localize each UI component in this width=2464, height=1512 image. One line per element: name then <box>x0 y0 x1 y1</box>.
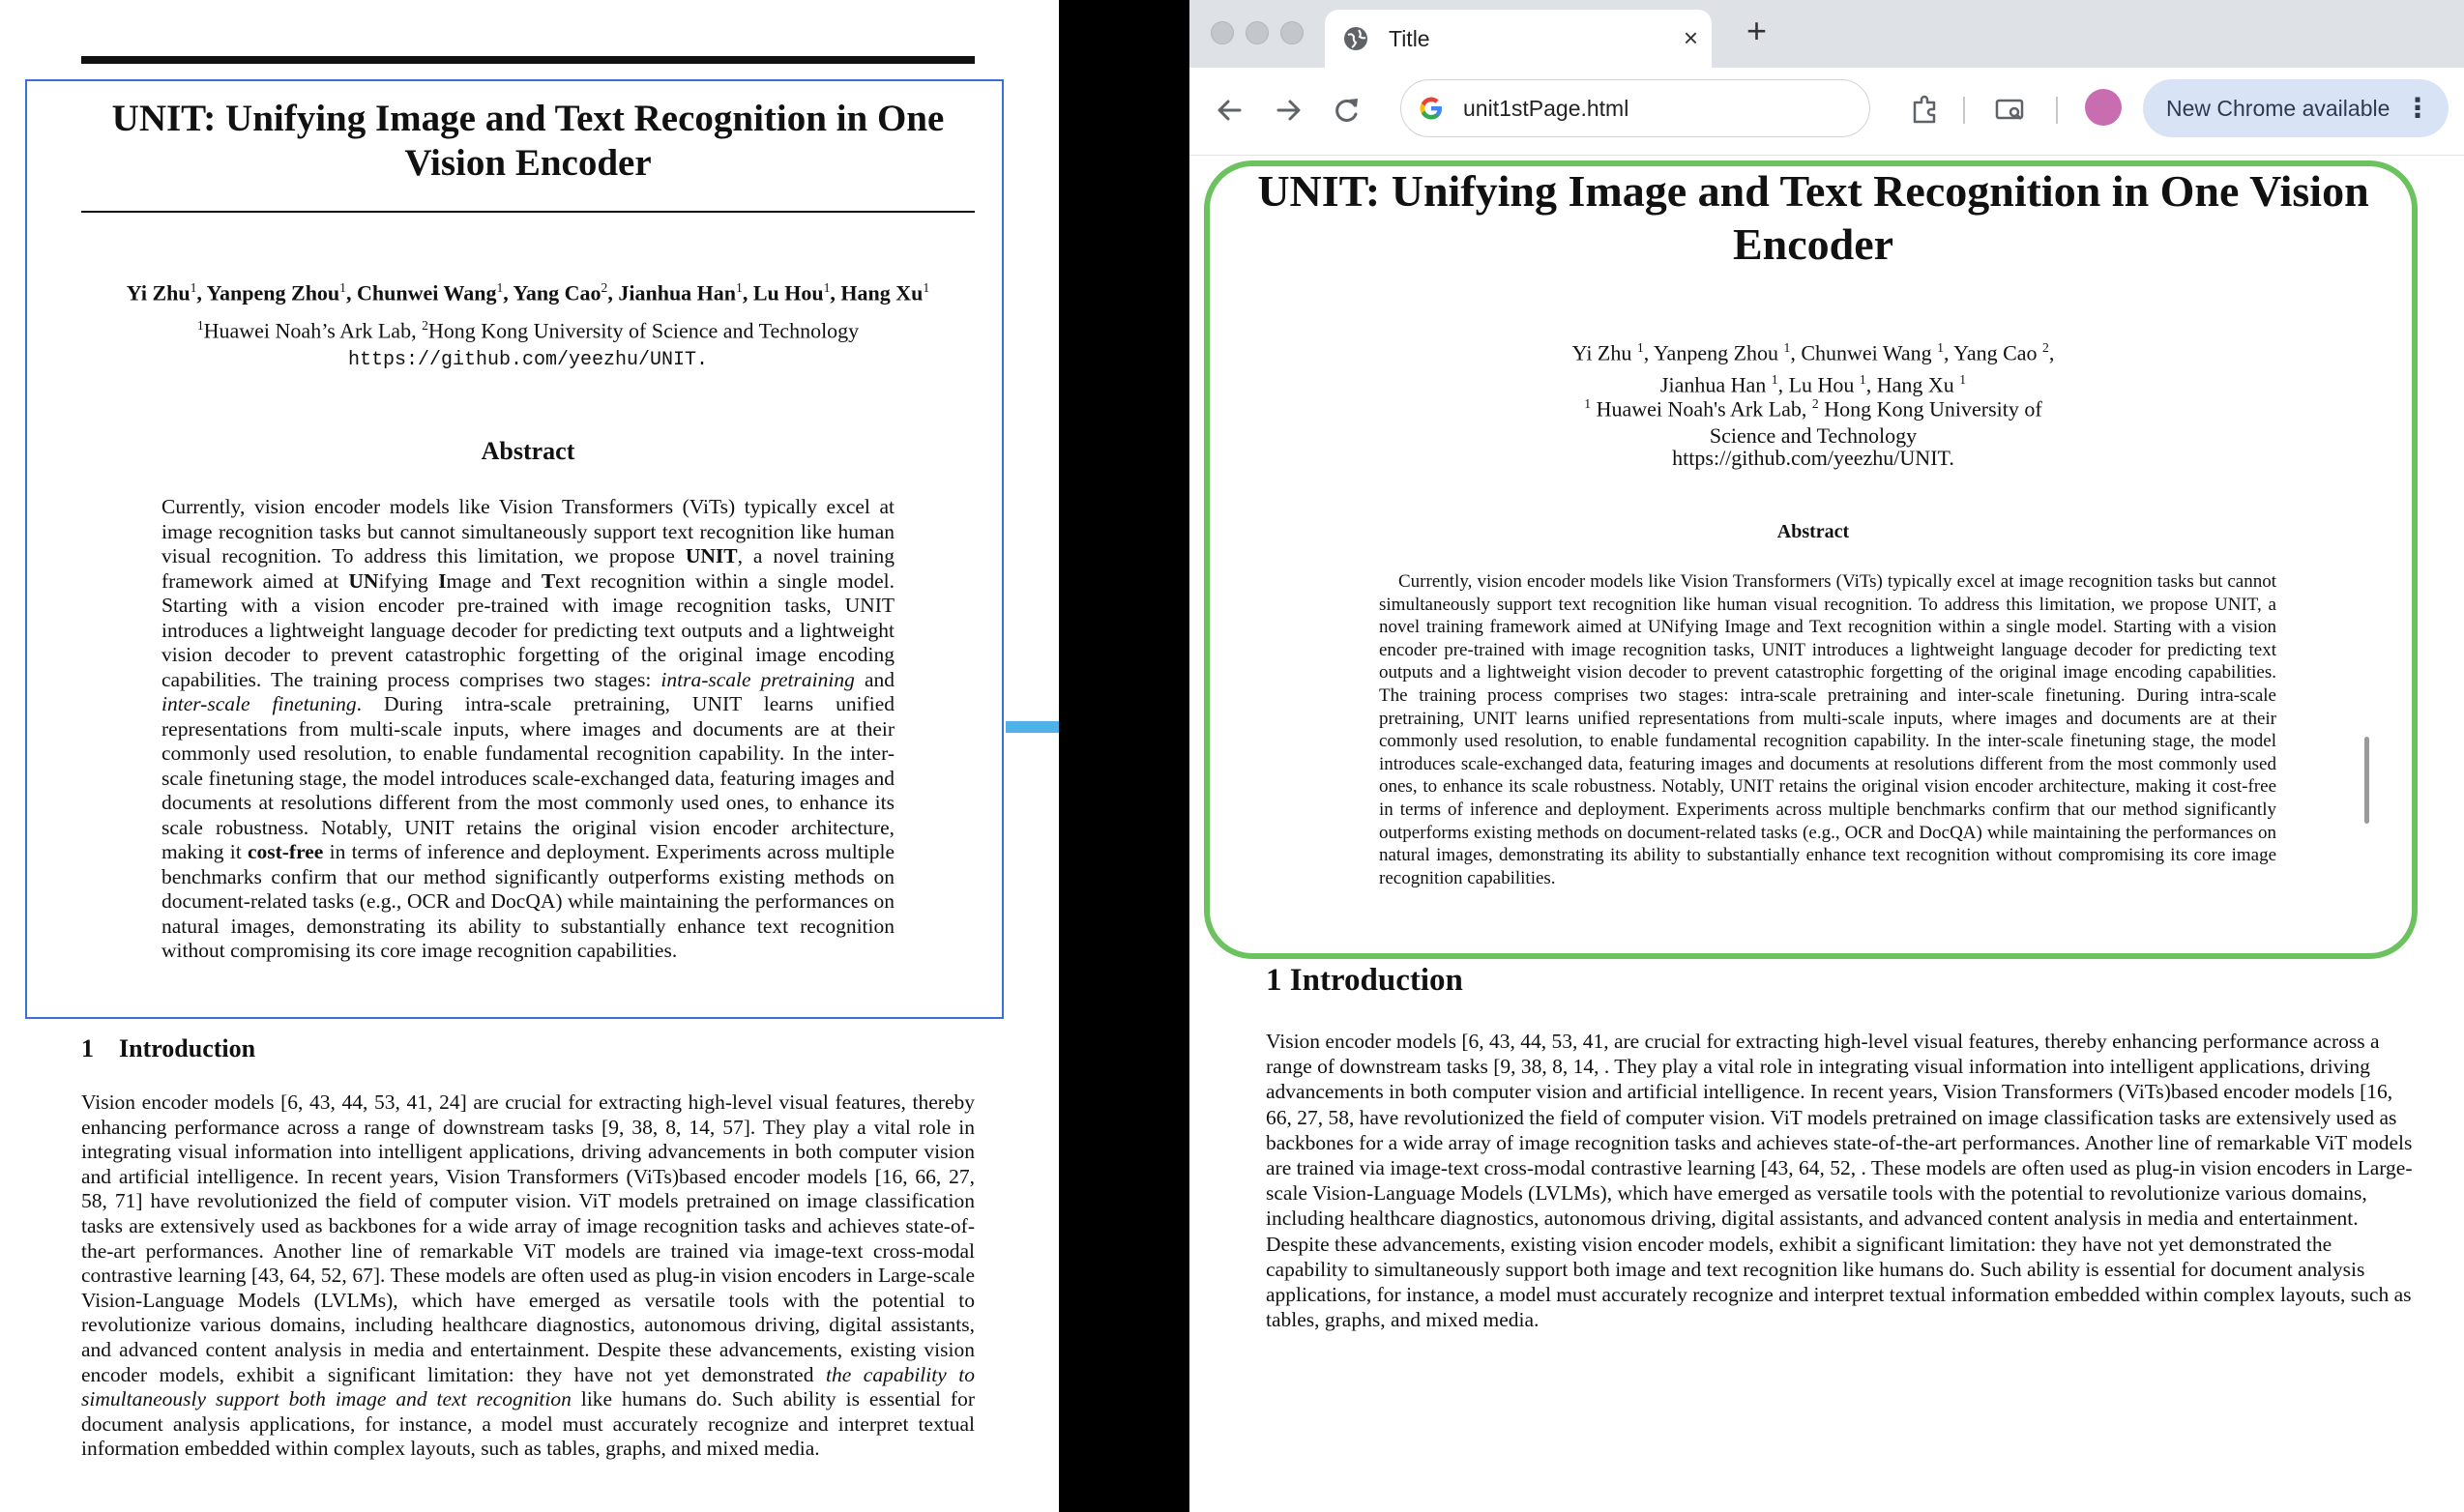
author-name: Yi Zhu <box>126 280 191 305</box>
paper-abstract-heading: Abstract <box>481 437 575 465</box>
text-run: intra-scale pretraining <box>660 667 855 691</box>
top-rule <box>81 56 975 64</box>
tab-title: Title <box>1389 26 1430 51</box>
paper-page <box>0 0 1059 1512</box>
text-run: cost-free <box>247 840 324 863</box>
toolbar-separator <box>1963 97 1965 124</box>
paper-url: https://github.com/yeezhu/UNIT. <box>347 349 709 371</box>
author-name: Hang Xu <box>840 280 924 305</box>
paper-affiliations <box>81 311 975 345</box>
toolbar-separator <box>2056 97 2058 124</box>
author-affil-mark: 1 <box>190 280 197 295</box>
affil-mark: 1 <box>1584 396 1592 411</box>
affil-name: Hong Kong University of Science and Technology <box>427 318 860 343</box>
forward-arrow-icon[interactable] <box>1267 89 1309 131</box>
tab-close-icon[interactable]: × <box>1683 23 1698 52</box>
text-run: Vision encoder models [6, 43, 44, 53, 41, 24] are crucial for extracting high-level visual features, thereby enhancing performance across a range of downstream tasks [9, 38, 8, 14, 57]. They play a vital role in integrating visual information into intelligent applications, driving advancements in both computer vision and artificial intelligence. In recent years, Vision Transformers (ViTs)based encoder models [16, 66, 27, 58, 71] have revolutionized the field of computer vision. ViT models pretrained on image classification tasks are extensively used as backbones for a wide array of image recognition tasks and achieves state-of-the-art performances. Another line of remarkable ViT models are trained via image-text cross-modal contrastive learning [43, 64, 52, 67]. These models are often used as plug-in vision encoders in Large-scale Vision-Language Models (LVLMs), which have emerged as versatile tools with the potential to revolutionize various domains, including healthcare diagnostics, autonomous driving, digital assistants, and advanced content analysis in media and entertainment. Despite these advancements, existing vision encoder models, exhibit a significant limitation: they have not yet demonstrated <box>81 1090 975 1386</box>
window-zoom-light[interactable] <box>1280 21 1304 44</box>
text-run: and <box>854 667 895 691</box>
webpage-url: https://github.com/yeezhu/UNIT. <box>1672 446 1954 470</box>
author-affil-mark: 1 <box>339 280 346 295</box>
text-run: UNIT <box>685 544 738 567</box>
webpage-affiliations <box>1552 391 2074 450</box>
author-affil-mark: 1 <box>823 280 831 295</box>
intro-number: 1 <box>81 1034 94 1062</box>
paper-title: UNIT: Unifying Image and Text Recognition in One Vision Encoder <box>111 98 945 184</box>
browser-toolbar <box>1189 68 2464 156</box>
new-tab-button[interactable]: + <box>1746 11 1768 50</box>
puzzle-piece-icon[interactable] <box>1905 91 1944 130</box>
divider-gap <box>1059 0 1189 1512</box>
title-rule <box>81 211 975 213</box>
author-name: Lu Hou <box>1788 372 1860 397</box>
text-run: , a novel training framework aimed at <box>161 544 895 593</box>
text-run: ifying <box>378 568 439 593</box>
browser-window <box>1189 0 2464 1512</box>
author-affil-mark: 2 <box>2042 340 2049 355</box>
author-name: Hang Xu <box>1876 372 1960 397</box>
paper-intro-text <box>81 1090 975 1462</box>
author-affil-mark: 1 <box>923 280 930 295</box>
author-affil-mark: 1 <box>1959 372 1967 388</box>
author-name: Chunwei Wang <box>1801 340 1938 365</box>
author-name: Jianhua Han <box>618 280 737 305</box>
webpage-intro-text: Vision encoder models [6, 43, 44, 53, 41, are crucial for extracting high-level visual features, thereby enhancing performance across a range of downstream tasks [9, 38, 8, 14, . They play a vital role in integrating visual information into intelligent applications, driving advancements in both computer vision and artificial intelligence. In recent years, Vision Transformers (ViTs)based encoder models [16, 66, 27, 58, have revolutionized the field of computer vision. ViT models pretrained on image classification tasks are extensively used as backbones for a wide array of image recognition tasks and achieves state-of-the-art performances. Another line of remarkable ViT models are trained via image-text cross-modal contrastive learning [43, 64, 52, . These models are often used as plug-in vision encoders in Large-scale Vision-Language Models (LVLMs), which have emerged as versatile tools with the potential to revolutionize various domains, including healthcare diagnostics, autonomous driving, digital assistants, and advanced content analysis in media and entertainment. Despite these advancements, existing vision encoder models, exhibit a significant limitation: they have not yet demonstrated the capability to simultaneously support both image and text recognition like humans do. Such ability is essential for document analysis applications, for instance, a model must accurately recognize and interpret textual information embedded within complex layouts, such as tables, graphs, and mixed media. <box>1266 1030 2413 1332</box>
author-affil-mark: 1 <box>1771 372 1778 388</box>
affil-mark: 2 <box>422 318 428 333</box>
webpage-abstract-text: Currently, vision encoder models like Vision Transformers (ViTs) typically excel at image recognition tasks but cannot simultaneously support text recognition like human visual recognition. To address this limitation, we propose UNIT, a novel training framework aimed at UNifying Image and Text recognition within a single model. Starting with a vision encoder pre-trained with image recognition tasks, UNIT introduces a lightweight language decoder for predicting text outputs and a lightweight vision decoder to prevent catastrophic forgetting of the original image encoding capabilities. The training process comprises two stages: intra-scale pretraining and inter-scale finetuning. During intra-scale pretraining, UNIT learns unified representations from multi-scale inputs, where images and documents are at their commonly used resolution, to enable fundamental recognition capability. In the inter-scale finetuning stage, the model introduces scale-exchanged data, featuring images and documents at resolutions different from the most commonly used ones, to enhance its scale robustness. Notably, UNIT retains the original vision encoder architecture, making it cost-free in terms of inference and deployment. Experiments across multiple benchmarks confirm that our method significantly outperforms existing methods on document-related tasks (e.g., OCR and DocQA) while maintaining the performances on natural images, demonstrating its ability to substantially enhance text recognition without compromising its core image recognition capabilities. <box>1379 571 2276 888</box>
author-affil-mark: 1 <box>1859 372 1866 388</box>
affil-name: Huawei Noah’s Ark Lab, <box>203 318 423 343</box>
author-name: Jianhua Han <box>1659 372 1772 397</box>
globe-icon <box>1342 25 1369 52</box>
intro-title: Introduction <box>119 1034 256 1062</box>
text-run: . During intra-scale pretraining, UNIT learns unified representations from multi-scale inputs, where images and documents are at their commonly used resolution, to enable fundamental recognition capability. In the inter-scale finetuning stage, the model introduces scale-exchanged data, featuring images and documents at resolutions different from the most commonly used ones, to enhance its scale robustness. Notably, UNIT retains the original vision encoder architecture, making it <box>161 692 895 863</box>
affil-mark: 1 <box>196 318 204 333</box>
webpage-intro-heading: 1 Introduction <box>1266 963 1463 998</box>
author-name: Yi Zhu <box>1571 340 1637 365</box>
tab-strip <box>1189 0 2464 68</box>
text-run: in terms of inference and deployment. Experiments across multiple benchmarks confirm that our method significantly outperforms existing methods on document-related tasks (e.g., OCR and DocQA) while maintaining the performances on natural images, demonstrating its ability to substantially enhance text recognition without compromising its core image recognition capabilities. <box>161 840 895 962</box>
author-name: Yanpeng Zhou <box>1653 340 1784 365</box>
author-name: Lu Hou <box>752 280 824 305</box>
text-run: mage and <box>446 568 542 593</box>
author-name: Chunwei Wang <box>356 280 497 305</box>
address-bar[interactable] <box>1400 79 1870 137</box>
scrollbar-thumb[interactable] <box>2364 737 2369 824</box>
author-affil-mark: 1 <box>1937 340 1944 355</box>
window-close-light[interactable] <box>1211 21 1234 44</box>
author-name: Yanpeng Zhou <box>206 280 340 305</box>
text-run: inter-scale finetuning <box>161 692 357 715</box>
update-label: New Chrome available <box>2166 96 2391 121</box>
paper-authors: Yi Zhu$^1$, Yanpeng Zhou$^1$, Chunwei Wang$^1$, Yang Cao$^2$, Jianhua Han$^1$, Lu Hou$^1$, Hang Xu$^1$ <box>126 280 930 305</box>
tab-active[interactable] <box>1325 10 1712 68</box>
window-minimize-light[interactable] <box>1246 21 1269 44</box>
affil-mark: 2 <box>1811 396 1819 411</box>
affil-name: Huawei Noah's Ark Lab, <box>1591 396 1812 422</box>
affil-name: Hong Kong University of Science and Technology <box>1709 396 2042 449</box>
reload-icon[interactable] <box>1325 89 1367 131</box>
text-run: ext recognition within a single model. Starting with a vision encoder pre-trained with image recognition tasks, UNIT introduces a lightweight language decoder for predicting text outputs and a lightweight vision decoder to prevent catastrophic forgetting of the original image encoding capabilities. The training process comprises two stages: <box>161 568 895 691</box>
text-run: UN <box>348 568 379 593</box>
google-g-icon <box>1417 94 1446 123</box>
new-chrome-available-button[interactable] <box>2143 79 2449 137</box>
author-affil-mark: 1 <box>1783 340 1791 355</box>
paper-abstract-text <box>161 495 895 964</box>
author-name: Yang Cao <box>1953 340 2043 365</box>
text-run: the capability to simultaneously support both image and text recognition <box>81 1362 976 1411</box>
back-arrow-icon[interactable] <box>1209 89 1251 131</box>
kebab-menu-icon[interactable]: ⋮ <box>2404 93 2431 123</box>
text-run: like humans do. Such ability is essential for document analysis applications, for instance, a model must accurately recognize and interpret textual information embedded within complex layouts, such as tables, graphs, and mixed media. <box>81 1387 975 1461</box>
cast-icon[interactable] <box>1990 91 2029 130</box>
author-name: Yang Cao <box>513 280 601 305</box>
webpage-title: UNIT: Unifying Image and Text Recognition in One Vision Encoder <box>1257 166 2369 269</box>
webpage-abstract-heading: Abstract <box>1776 521 1850 542</box>
author-affil-mark: 1 <box>1636 340 1644 355</box>
rendered-webpage <box>1189 155 2464 1512</box>
webpage-authors: Yi Zhu $^1$, Yanpeng Zhou $^1$, Chunwei Wang $^1$, Yang Cao $^2$, Jianhua Han $^1$, Lu Hou $^1$, Hang Xu $^1$ <box>1571 340 2055 397</box>
author-affil-mark: 1 <box>736 280 743 295</box>
url-text: unit1stPage.html <box>1463 96 1629 121</box>
text-run: I <box>438 568 447 593</box>
text-run: T <box>541 568 556 593</box>
author-affil-mark: 2 <box>601 280 608 295</box>
paper-intro-heading <box>81 1032 255 1065</box>
text-run: Currently, vision encoder models like Vision Transformers (ViTs) typically excel at image recognition tasks but cannot simultaneously support text recognition like human visual recognition. To address this limitation, we propose <box>161 495 895 567</box>
profile-avatar-icon[interactable] <box>2085 89 2122 126</box>
author-affil-mark: 1 <box>496 280 504 295</box>
